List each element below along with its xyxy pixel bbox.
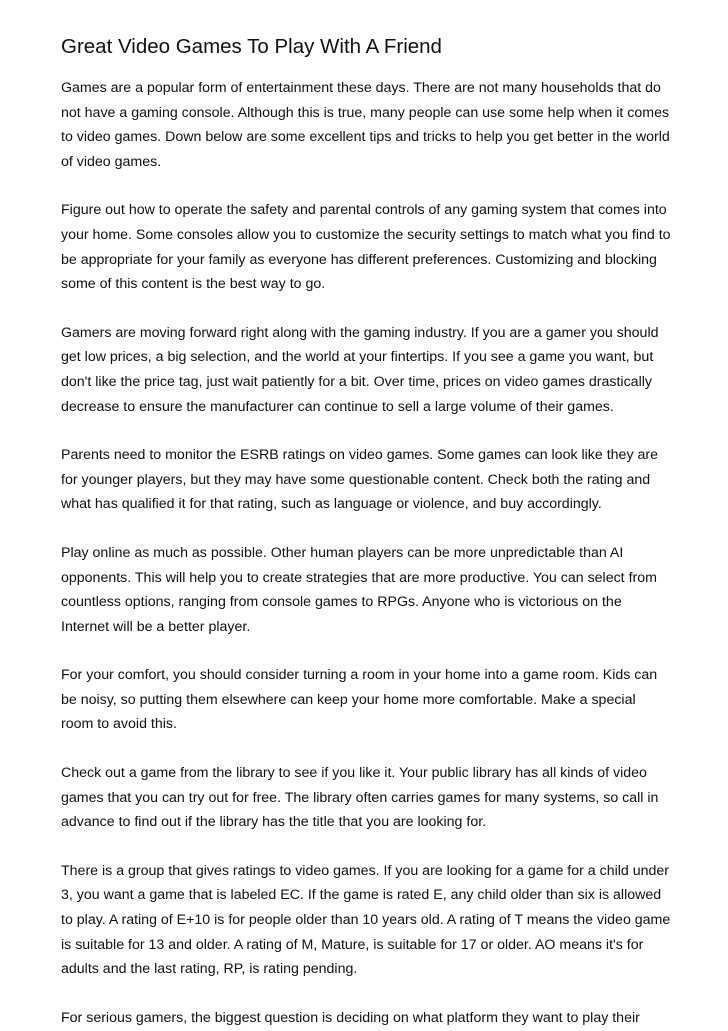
paragraph: For your comfort, you should consider turning a room in your home into a game room. Kids can be noisy, so putting them elsewhere can keep your home more comfortable. Make a special room to avoid this. xyxy=(61,667,658,733)
document-body xyxy=(61,34,671,1031)
paragraph: Games are a popular form of entertainment these days. There are not many households that do not have a gaming console. Although this is true, many people can use some help when it comes to video games. Down below are some excellent tips and tricks to help you get better in the world of video games. xyxy=(61,80,670,170)
paragraph: Gamers are moving forward right along with the gaming industry. If you are a gamer you should get low prices, a big selection, and the world at your fintertips. If you see a game you want, but don't like the price tag, just wait patiently for a bit. Over time, prices on video games drastically decrease to ensure the manufacturer can continue to sell a large volume of their games. xyxy=(61,324,659,415)
paragraph: Play online as much as possible. Other human players can be more unpredictable than AI opponents. This will help you to create strategies that are more productive. You can select from countless options, ranging from console games to RPGs. Anyone who is victorious on the Internet will be a better player. xyxy=(61,544,657,635)
paragraph: Figure out how to operate the safety and parental controls of any gaming system that comes into your home. Some consoles allow you to customize the security settings to match what you find to be appropriate for your family as everyone has different preferences. Customizing and blocking some of this content is the best way to go. xyxy=(61,202,671,293)
paragraph: For serious gamers, the biggest question is deciding on what platform they want to play their xyxy=(61,1009,640,1026)
page-title: Great Video Games To Play With A Friend xyxy=(61,35,442,58)
paragraph: There is a group that gives ratings to video games. If you are looking for a game for a child under 3, you want a game that is labeled EC. If the game is rated E, any child older than six is allowed to play. A rating of E+10 is for people older than 10 years old. A rating of T means the video game is suitable for 13 and older. A rating of M, Mature, is suitable for 17 or older. AO means it's for adults and the last rating, RP, is rating pending. xyxy=(61,862,671,978)
paragraph: Check out a game from the library to see if you like it. Your public library has all kinds of video games that you can try out for free. The library often carries games for many systems, so call in advance to find out if the library has the title that you are looking for. xyxy=(61,765,659,831)
paragraph: Parents need to monitor the ESRB ratings on video games. Some games can look like they are for younger players, but they may have some questionable content. Check both the rating and what has qualified it for that rating, such as language or violence, and buy accordingly. xyxy=(61,447,658,513)
